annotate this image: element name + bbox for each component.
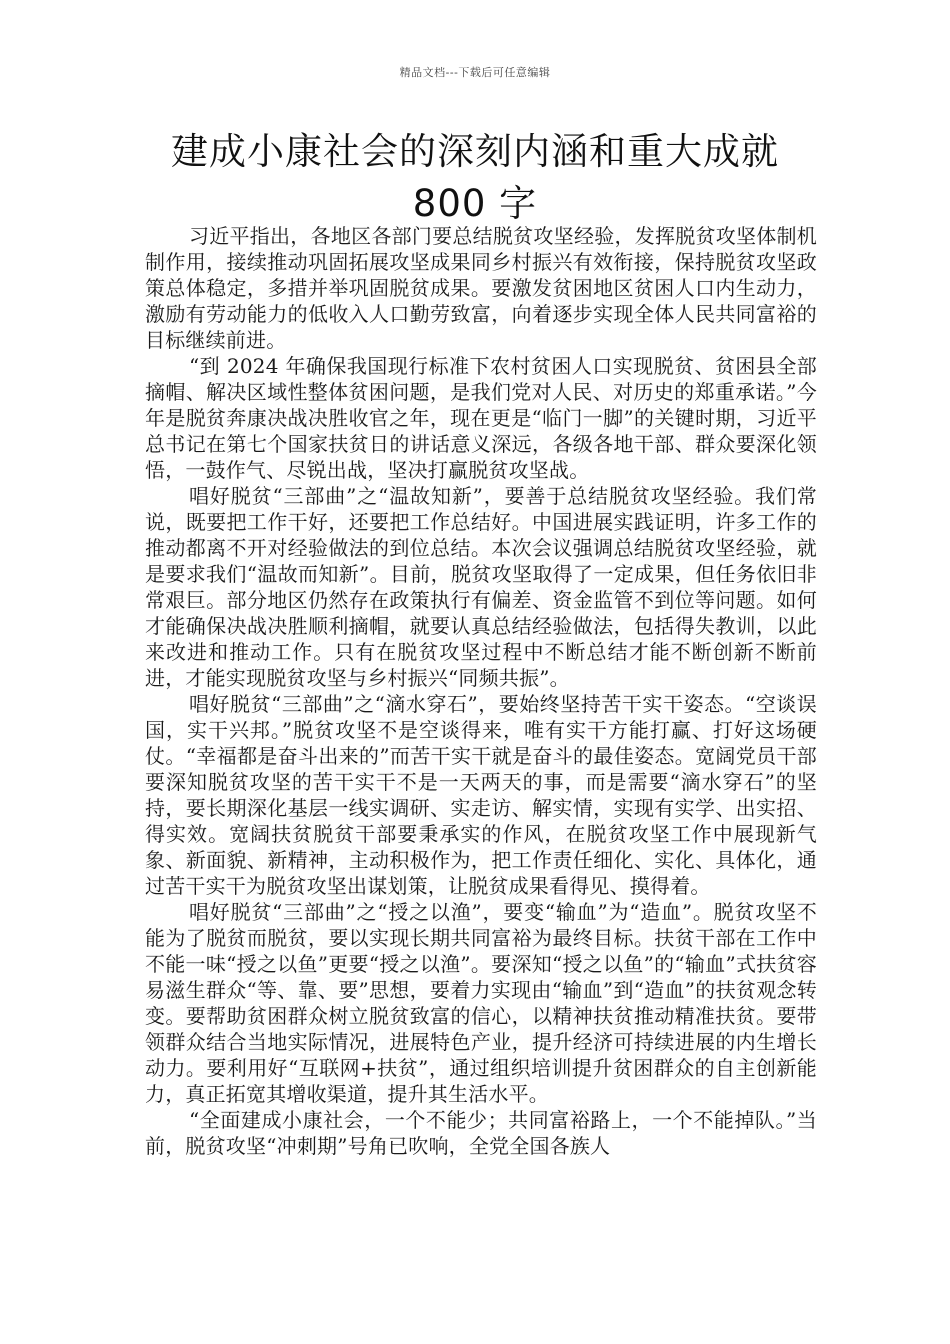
title-line-1: 建成小康社会的深刻内涵和重大成就 [171, 130, 779, 173]
title-line-2: 800 字 [412, 182, 538, 225]
paragraph-2: “到 2024 年确保我国现行标准下农村贫困人口实现脱贫、贫困县全部摘帽、解决区域性整体贫困问题，是我们党对人民、对历史的郑重承诺。”今年是脱贫奔康决战决胜收官之年，现在更是“临门一脚”的关键时期，习近平总书记在第七个国家扶贫日的讲话意义深远，各级各地干部、群众要深化领悟，一鼓作气、尽锐出战，坚决打赢脱贫攻坚战。 [145, 354, 817, 482]
header-note: 精品文档---下载后可任意编辑 [399, 66, 551, 79]
paragraph-5: 唱好脱贫“三部曲”之“授之以渔”，要变“输血”为“造血”。脱贫攻坚不能为了脱贫而脱贫，要以实现长期共同富裕为最终目标。扶贫干部在工作中不能一味“授之以鱼”更要“授之以渔”。要深知“授之以鱼”的“输血”式扶贫容易滋生群众“等、靠、要”思想，要着力实现由“输血”到“造血”的扶贫观念转变。要帮助贫困群众树立脱贫致富的信心，以精神扶贫推动精准扶贫。要带领群众结合当地实际情况，进展特色产业，提升经济可持续进展的内生增长动力。要利用好“互联网+扶贫”，通过组织培训提升贫困群众的自主创新能力，真正拓宽其增收渠道，提升其生活水平。 [145, 900, 817, 1106]
document-body [145, 223, 817, 1159]
paragraph-6: “全面建成小康社会，一个不能少；共同富裕路上，一个不能掉队。”当前，脱贫攻坚“冲刺期”号角已吹响，全党全国各族人 [145, 1108, 817, 1158]
paragraph-3: 唱好脱贫“三部曲”之“温故知新”，要善于总结脱贫攻坚经验。我们常说，既要把工作干好，还要把工作总结好。中国进展实践证明，许多工作的推动都离不开对经验做法的到位总结。本次会议强调总结脱贫攻坚经验，就是要求我们“温故而知新”。目前，脱贫攻坚取得了一定成果，但任务依旧非常艰巨。部分地区仍然存在政策执行有偏差、资金监管不到位等问题。如何才能确保决战决胜顺利摘帽，就要认真总结经验做法，包括得失教训，以此来改进和推动工作。只有在脱贫攻坚过程中不断总结才能不断创新不断前进，才能实现脱贫攻坚与乡村振兴“同频共振”。 [145, 484, 817, 690]
paragraph-4: 唱好脱贫“三部曲”之“滴水穿石”，要始终坚持苦干实干姿态。“空谈误国，实干兴邦。”脱贫攻坚不是空谈得来，唯有实干方能打赢、打好这场硬仗。“幸福都是奋斗出来的”而苦干实干就是奋斗的最佳姿态。宽阔党员干部要深知脱贫攻坚的苦干实干不是一天两天的事，而是需要“滴水穿石”的坚持，要长期深化基层一线实调研、实走访、解实情，实现有实学、出实招、得实效。宽阔扶贫脱贫干部要秉承实的作风，在脱贫攻坚工作中展现新气象、新面貌、新精神，主动积极作为，把工作责任细化、实化、具体化，通过苦干实干为脱贫攻坚出谋划策，让脱贫成果看得见、摸得着。 [145, 692, 817, 898]
paragraph-1: 习近平指出，各地区各部门要总结脱贫攻坚经验，发挥脱贫攻坚体制机制作用，接续推动巩固拓展攻坚成果同乡村振兴有效衔接，保持脱贫攻坚政策总体稳定，多措并举巩固脱贫成果。要激发贫困地区贫困人口内生动力，激励有劳动能力的低收入人口勤劳致富，向着逐步实现全体人民共同富裕的目标继续前进。 [145, 224, 817, 352]
document-title [100, 126, 850, 230]
